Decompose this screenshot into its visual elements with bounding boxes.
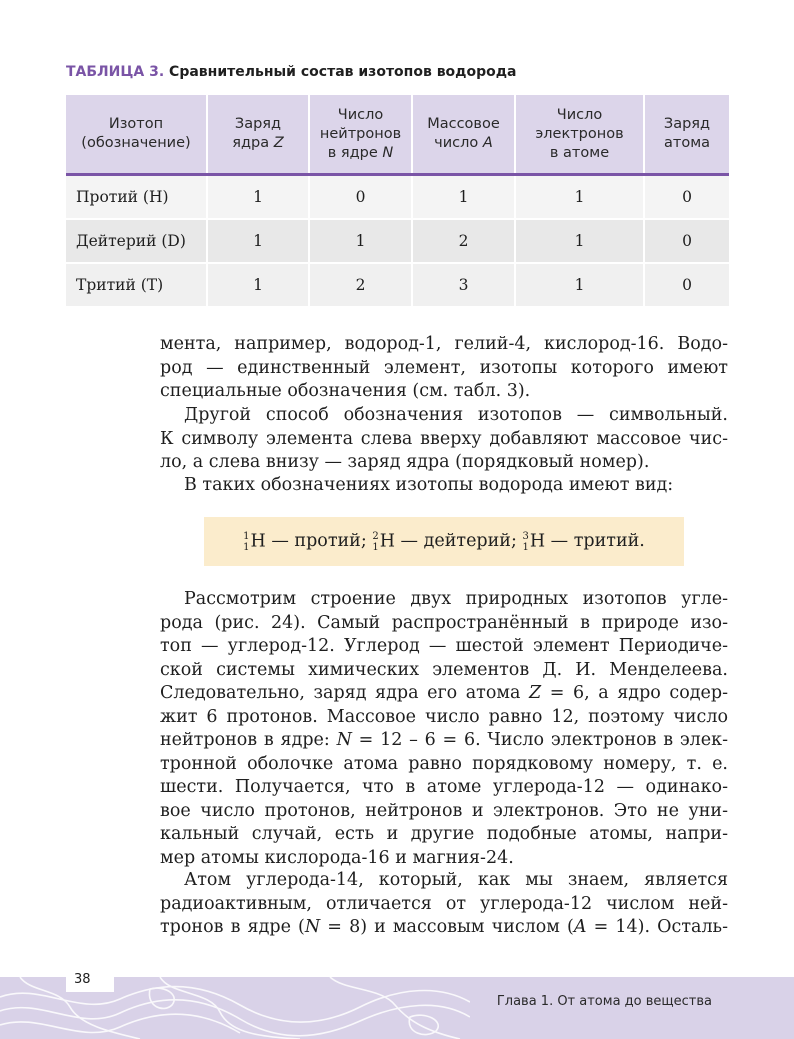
page-number: 38 bbox=[66, 968, 114, 992]
isotope-name: — дейтерий; bbox=[400, 531, 517, 551]
header-symbol: Z bbox=[273, 135, 284, 151]
isotope-notation-deuterium bbox=[372, 531, 395, 553]
text-line: Следовательно, заряд ядра его атома Z = 6, а ядро содер- bbox=[160, 683, 728, 703]
paragraph-5 bbox=[160, 869, 728, 940]
paragraph-1 bbox=[160, 333, 728, 404]
table-cell: 1 bbox=[515, 175, 644, 220]
table-caption-title: Сравнительный состав изотопов водорода bbox=[169, 64, 517, 80]
header-text: в ядре bbox=[327, 144, 378, 161]
table-cell: 1 bbox=[309, 219, 412, 263]
text-line: тронной оболочке атома равно порядковому номеру, т. е. bbox=[160, 753, 728, 774]
table-row bbox=[66, 175, 729, 220]
table-cell: 1 bbox=[412, 175, 515, 220]
header-text: в атоме bbox=[549, 144, 610, 161]
header-text: Изотоп bbox=[108, 116, 164, 132]
text-line: шести. Получается, что в атоме углерода-12 — одинако- bbox=[160, 777, 728, 797]
text-line: ской системы химических элементов Д. И. Менделеева. bbox=[160, 659, 728, 680]
header-symbol: N bbox=[382, 144, 394, 161]
header-isotope bbox=[66, 95, 207, 175]
text-line: Атом углерода-14, который, как мы знаем, является bbox=[184, 870, 728, 890]
header-text: число bbox=[434, 135, 479, 151]
table-cell: Тритий (T) bbox=[66, 263, 207, 307]
header-text: Число bbox=[337, 106, 384, 123]
charge-number: 1 bbox=[522, 541, 529, 553]
text-line: Рассмотрим строение двух природных изотопов угле- bbox=[184, 589, 728, 609]
table-cell: 1 bbox=[515, 219, 644, 263]
isotope-notation-box bbox=[204, 517, 684, 566]
table-row bbox=[66, 263, 729, 307]
table-caption-label: ТАБЛИЦА 3. bbox=[66, 64, 165, 80]
header-text: нейтронов bbox=[319, 125, 402, 142]
mass-number: 1 bbox=[243, 530, 250, 542]
text-line: вое число протонов, нейтронов и электронов. Это не уни- bbox=[160, 800, 728, 821]
paragraph-3 bbox=[160, 474, 728, 498]
table-header-row bbox=[66, 95, 729, 175]
text-line: ло, а слева внизу — заряд ядра (порядковый номер). bbox=[160, 452, 650, 472]
header-nuclear-charge bbox=[207, 95, 309, 175]
text-line: жит 6 протонов. Массовое число равно 12, поэтому число bbox=[160, 706, 728, 727]
table-cell: 0 bbox=[644, 175, 729, 220]
table-cell: 1 bbox=[515, 263, 644, 307]
text-line: топ — углерод-12. Углерод — шестой элемент Периодиче- bbox=[160, 636, 728, 656]
header-text: ядра bbox=[232, 135, 270, 151]
charge-number: 1 bbox=[372, 541, 379, 553]
table-cell: 1 bbox=[207, 175, 309, 220]
text-line: В таких обозначениях изотопы водорода имеют вид: bbox=[184, 475, 674, 495]
table-cell: 2 bbox=[309, 263, 412, 307]
header-text: Число bbox=[556, 106, 603, 123]
text-line: рода (рис. 24). Самый распространённый в природе изо- bbox=[160, 612, 728, 633]
text-line: специальные обозначения (см. табл. 3). bbox=[160, 381, 531, 401]
header-text: атома bbox=[663, 135, 711, 151]
table-cell: 0 bbox=[644, 219, 729, 263]
header-text: Заряд bbox=[234, 116, 282, 132]
table-cell: 1 bbox=[207, 219, 309, 263]
mass-number: 3 bbox=[522, 530, 529, 542]
text-line: мер атомы кислорода-16 и магния-24. bbox=[160, 847, 514, 868]
header-text: электронов bbox=[535, 125, 624, 142]
isotope-name: — протий; bbox=[271, 531, 367, 551]
table-cell: 0 bbox=[644, 263, 729, 307]
text-line: мента, например, водород-1, гелий-4, кислород-16. Водо- bbox=[160, 334, 728, 354]
text-line: род — единственный элемент, изотопы которого имеют bbox=[160, 357, 728, 378]
table-cell: Протий (H) bbox=[66, 175, 207, 220]
isotope-notation-tritium bbox=[522, 531, 545, 553]
header-text: Массовое bbox=[427, 116, 500, 132]
header-text: Заряд bbox=[663, 116, 711, 132]
header-electrons bbox=[515, 95, 644, 175]
table-cell: Дейтерий (D) bbox=[66, 219, 207, 263]
text-line: кальный случай, есть и другие подобные атомы, напри- bbox=[160, 824, 728, 844]
table-caption bbox=[66, 64, 517, 80]
header-mass-number bbox=[412, 95, 515, 175]
table-row bbox=[66, 219, 729, 263]
chapter-title: Глава 1. От атома до вещества bbox=[496, 994, 712, 1009]
mass-number: 2 bbox=[372, 530, 379, 542]
charge-number: 1 bbox=[243, 541, 250, 553]
text-line: К символу элемента слева вверху добавляют массовое чис- bbox=[160, 428, 728, 449]
header-text: (обозначение) bbox=[81, 135, 191, 151]
text-line: нейтронов в ядре: N = 12 – 6 = 6. Число электронов в элек- bbox=[160, 730, 729, 750]
text-line: Другой способ обозначения изотопов — символьный. bbox=[184, 405, 728, 425]
element-symbol: H bbox=[379, 531, 395, 551]
text-line: тронов в ядре (N = 8) и массовым числом (A = 14). Осталь- bbox=[160, 917, 728, 937]
element-symbol: H bbox=[250, 531, 266, 551]
element-symbol: H bbox=[529, 531, 546, 551]
isotope-table bbox=[66, 95, 729, 308]
table-cell: 2 bbox=[412, 219, 515, 263]
header-neutrons bbox=[309, 95, 412, 175]
paragraph-2 bbox=[160, 404, 728, 475]
table-cell: 1 bbox=[207, 263, 309, 307]
header-atom-charge bbox=[644, 95, 729, 175]
table-cell: 0 bbox=[309, 175, 412, 220]
paragraph-4 bbox=[160, 588, 728, 870]
isotope-name: — тритий. bbox=[550, 531, 645, 551]
table-cell: 3 bbox=[412, 263, 515, 307]
isotope-notation-protium bbox=[243, 531, 266, 553]
text-line: радиоактивным, отличается от углерода-12 числом ней- bbox=[160, 893, 728, 914]
header-symbol: A bbox=[482, 135, 493, 151]
